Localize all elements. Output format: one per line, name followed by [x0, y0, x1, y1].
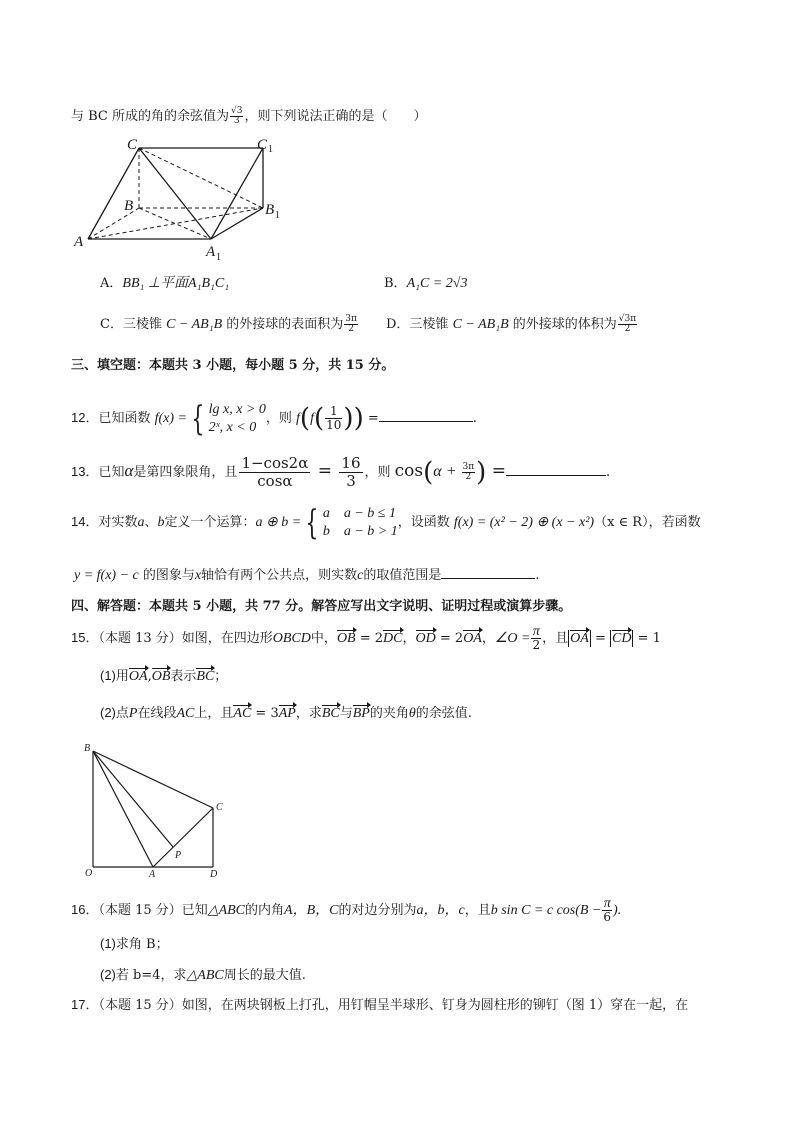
q16-mid2: 的对边分别为 [338, 903, 417, 918]
q14-text-4: 的取值范围是 [363, 568, 442, 583]
option-b-letter: B． [384, 276, 407, 291]
q15-p2-pre: 点 [115, 706, 129, 721]
q14-sep: 、 [144, 515, 158, 530]
q13-then: ，则 [364, 465, 395, 480]
option-d-den: 2 [624, 324, 631, 334]
option-c-text: C．三棱锥 [100, 317, 167, 332]
q11-frac-num: √3 [231, 106, 243, 116]
q13-arg-fraction [462, 463, 476, 482]
q15-p2-vec-ap: AP [278, 706, 296, 721]
edge-a1c1 [211, 148, 263, 239]
q16-stem [71, 896, 621, 925]
edge-a1b1 [211, 208, 263, 239]
q15-comma: ， [402, 631, 416, 646]
label-a1: A [206, 244, 216, 260]
q12-equals: = [363, 411, 379, 426]
edge-ca1 [139, 148, 211, 239]
option-c-fraction [344, 315, 358, 334]
option-c-text-end: 的外接球的表面积为 [222, 317, 344, 332]
q14-tail: ，若函数 [648, 515, 701, 530]
q12-f-outer: f [296, 411, 300, 426]
edge-ba [93, 751, 153, 867]
edge-cb1-hidden [139, 148, 263, 208]
q15-angle-frac [531, 625, 541, 652]
q15-p1-num: (1) [100, 668, 116, 683]
q13-number: 13． [71, 464, 99, 479]
q11-stem [71, 107, 427, 126]
q14-case-1: a a − b ≤ 1 [322, 505, 396, 521]
q16-sides: a，b，c [416, 903, 465, 918]
q16-eq-post: ). [613, 903, 622, 918]
q15-p2-vec-ac: AC [233, 706, 252, 721]
q11-option-b[interactable] [384, 275, 467, 293]
q12-case-2: 2ˣ, x < 0 [208, 419, 257, 435]
q15-p2-mid: 在线段 [137, 706, 177, 721]
q12-fx: f(x) = [154, 411, 187, 426]
label-b1-sub: 1 [275, 210, 280, 221]
q14-number: 14． [71, 514, 99, 529]
q13-text-mid: 是第四象限角，且 [133, 465, 238, 480]
q14-line-1 [71, 502, 701, 543]
q14-expr: y = f(x) − c [74, 568, 139, 583]
q14-var-b: b [157, 515, 165, 530]
q12-period: . [472, 411, 477, 426]
q15-and: ，且 [542, 631, 569, 646]
q15-p2-vec-bc: BC [321, 706, 340, 721]
option-a-expr: BB₁ ⊥平面A₁B₁C₁ [122, 276, 230, 291]
q14-fdef: f(x) = (x² − 2) ⊕ (x − x²) [453, 515, 595, 530]
q13-equals: = [312, 461, 338, 481]
q14-text: 对实数 [98, 515, 138, 530]
q15-angle: ∠O = [494, 631, 531, 646]
q14-text-3: 轴恰有两个公共点，则实数 [201, 568, 358, 583]
fig-label-o: O [85, 868, 93, 879]
q14-cond: （x ∈ R） [594, 515, 649, 530]
q16-part-1 [100, 935, 169, 954]
option-d-text-end: 的外接球的体积为 [508, 317, 617, 332]
q13-val-den: 3 [346, 472, 356, 490]
q16-tri: △ABC [207, 903, 246, 918]
q16-p1-num: (1) [100, 936, 116, 951]
q16-p2-end: 周长的最大值. [223, 968, 306, 983]
q16-part-2 [100, 966, 306, 985]
q13-alpha: α [124, 461, 134, 480]
q14-text-mid: 定义一个运算： [164, 515, 256, 530]
q15-p2-mid4: 的夹角 [369, 706, 409, 721]
q13-period: . [605, 465, 611, 480]
q13-text: 已知 [98, 465, 125, 480]
q14-line-2 [74, 566, 540, 585]
q15-p2-ac: AC [176, 706, 195, 721]
q14-x: x [194, 568, 202, 583]
vec-od: OD [415, 631, 436, 646]
q14-period: . [535, 568, 540, 583]
vec-ob: OB [336, 631, 356, 646]
q13-val-num: 16 [341, 454, 361, 472]
q17-score: （本题 15 分） [98, 998, 182, 1013]
vec-cd-abs: CD [611, 631, 632, 646]
q15-p2-and: 与 [339, 706, 353, 721]
q12-cases [209, 401, 266, 437]
q15-p2-num: (2) [100, 705, 116, 720]
q16-mid: 的内角 [245, 903, 285, 918]
q16-p2-tri: △ABC [186, 968, 224, 983]
q13: 13．已知α是第四象限角，且 $\frac{1-\cos 2\alpha}{\cos\alpha}$ = $\frac{16}{3}$ ，则 cos(α + $\frac{3\pi}{2}$ ) = . [71, 454, 611, 490]
q14-cases [323, 505, 398, 541]
vec-oa: OA [463, 631, 482, 646]
section-3-heading: 三、填空题：本题共 3 小题，每小题 5 分，共 15 分。 [71, 358, 395, 373]
q16-frac [602, 897, 612, 924]
option-d-num: √3π [618, 314, 637, 324]
q12-case-1: lg x, x > 0 [208, 401, 266, 417]
q14-brace: { [305, 502, 319, 543]
q13-equals-2: = [486, 461, 506, 481]
q16-mid3: ，且 [464, 903, 491, 918]
option-c-den: 2 [348, 324, 354, 334]
q15-number: 15． [71, 630, 99, 645]
q14-text-post: ，设函数 [397, 515, 454, 530]
option-d-fraction [618, 315, 637, 334]
label-c1: C [257, 137, 268, 153]
q15-p2-mid2: 上，且 [194, 706, 234, 721]
q15-p1-vec-bc: BC [196, 669, 215, 684]
q15-p2-mid3: ，求 [295, 706, 322, 721]
fig-label-d: D [210, 869, 218, 880]
q11-option-c[interactable] [100, 315, 359, 334]
q12-text-mid: ，则 [265, 411, 297, 426]
q15-pi: π [532, 624, 540, 639]
q16-p1-text: 求角 B； [115, 937, 169, 952]
q11-option-a[interactable] [100, 275, 229, 293]
q16-number: 16． [71, 902, 99, 917]
q12-brace: { [191, 398, 205, 439]
q13-value [339, 455, 362, 490]
q16-vars: A，B，C [284, 903, 339, 918]
q15-part-1 [100, 667, 227, 686]
q17-stem [71, 996, 688, 1015]
q17-text: 如图，在两块钢板上打孔，用钉帽呈半球形、钉身为圆柱形的铆钉（图 1）穿在一起，在 [181, 998, 689, 1013]
q15-p2-p: P [128, 706, 138, 721]
q13-frac-num: 1−cos2α [241, 454, 309, 472]
label-a1-sub: 1 [216, 252, 221, 262]
label-b1: B [265, 202, 275, 218]
option-b-expr: A₁C = 2√3 [406, 276, 468, 291]
q14-op: a ⊕ b = [255, 515, 302, 530]
q15-p2-vec-bp: BP [352, 706, 370, 721]
q14-c: c [357, 568, 364, 583]
q16-pre: 已知 [181, 903, 208, 918]
q16-eq: b sin C = c cos(B − [490, 903, 602, 918]
edge-ac [153, 808, 213, 867]
q15-p1-vec-oa: OA [128, 669, 148, 684]
label-b: B [124, 198, 134, 214]
q16-pi: π [603, 896, 611, 911]
q13-arg-den: 2 [465, 472, 472, 482]
q15-p1-vec-ob: OB [151, 669, 171, 684]
q15-eq4: = 1 [633, 631, 661, 646]
q15-p2-eq: = 3 [251, 706, 279, 721]
vec-oa-abs: OA [570, 631, 589, 646]
q13-arg-num: 3π [462, 462, 475, 472]
q14-var-a: a [137, 515, 145, 530]
q11-frac-den: 3 [233, 116, 240, 126]
q15-p1-mid: 表示 [170, 669, 197, 684]
q12-text: 已知函数 [98, 411, 155, 426]
q15-two: 2 [532, 638, 541, 652]
q16-score: （本题 15 分） [98, 903, 182, 918]
q15-p1-end: ； [214, 669, 228, 684]
option-c-expr: C − AB₁B [166, 317, 223, 332]
q17-number: 17． [71, 997, 99, 1012]
q11-stem-fraction [230, 107, 243, 126]
vec-dc: DC [383, 631, 403, 646]
q15-eq2: = 2 [435, 631, 464, 646]
q14-answer-blank[interactable] [441, 566, 535, 579]
q12-frac-num: 1 [325, 405, 342, 419]
q16-p2-num: (2) [100, 967, 116, 982]
q12-fraction [325, 405, 342, 432]
option-d-expr: C − AB₁B [452, 317, 509, 332]
q15-eq1: = 2 [355, 631, 384, 646]
q13-arg: α + [433, 463, 461, 480]
q11-stem-text: 与 BC 所成的角的余弦值为 [71, 109, 230, 124]
q15-eq3: = [590, 631, 610, 646]
q13-frac-den: cosα [257, 472, 293, 490]
q11-prism-figure [70, 137, 300, 262]
option-d-text: D．三棱锥 [386, 317, 453, 332]
q15-stem [71, 625, 661, 652]
q14-case-2: b a − b > 1 [322, 523, 398, 539]
fig-label-a: A [149, 869, 156, 880]
q15-p1-pre: 用 [115, 669, 129, 684]
q15-score: （本题 13 分） [98, 631, 182, 646]
q12-frac-den: 10 [326, 418, 342, 432]
q15-quadrilateral-figure [82, 742, 242, 882]
option-a-letter: A． [100, 276, 123, 291]
edge-bp [93, 751, 173, 847]
q12: 12．已知函数 f(x) = { lg x, x > 0 2ˣ, x < 0 ，则 f(f( $\frac{1}{10}$ )) = . [71, 398, 477, 439]
fig-label-b: B [84, 743, 91, 754]
q16-six: 6 [603, 910, 612, 924]
edge-ba1-hidden [139, 208, 211, 239]
edge-ca [88, 148, 139, 239]
q13-answer-blank[interactable] [506, 463, 606, 476]
fig-label-p: P [175, 850, 182, 861]
label-c1-sub: 1 [268, 144, 273, 155]
option-c-num: 3π [345, 314, 357, 324]
fig-label-c: C [216, 802, 223, 813]
label-a: A [74, 234, 84, 250]
q15-comma2: ， [481, 631, 495, 646]
q16-p2-pre: 若 b=4，求 [115, 968, 187, 983]
q15-quad: OBCD [272, 631, 311, 646]
q12-f-inner: f [310, 411, 314, 426]
edge-bc [93, 751, 213, 808]
q11-stem-text-end: ，则下列说法正确的是（ ） [244, 109, 427, 124]
q13-fraction [239, 455, 310, 490]
q12-answer-blank[interactable] [379, 409, 473, 422]
q15-text: 如图，在四边形 [181, 631, 273, 646]
q15-p2-end: 的余弦值. [415, 706, 472, 721]
section-4-heading: 四、解答题：本题共 5 小题，共 77 分。解答应写出文字说明、证明过程或演算步骤。 [71, 599, 572, 614]
q15-p2-theta: θ [408, 706, 416, 721]
label-c: C [127, 137, 138, 153]
q14-text-2: 的图象与 [138, 568, 195, 583]
q15-p1-comma: , [147, 669, 152, 684]
q15-part-2 [100, 704, 472, 723]
q15-text-mid: 中， [310, 631, 337, 646]
q11-option-d[interactable] [386, 315, 638, 334]
q12-number: 12． [71, 410, 99, 425]
q13-cos: cos [394, 461, 424, 481]
